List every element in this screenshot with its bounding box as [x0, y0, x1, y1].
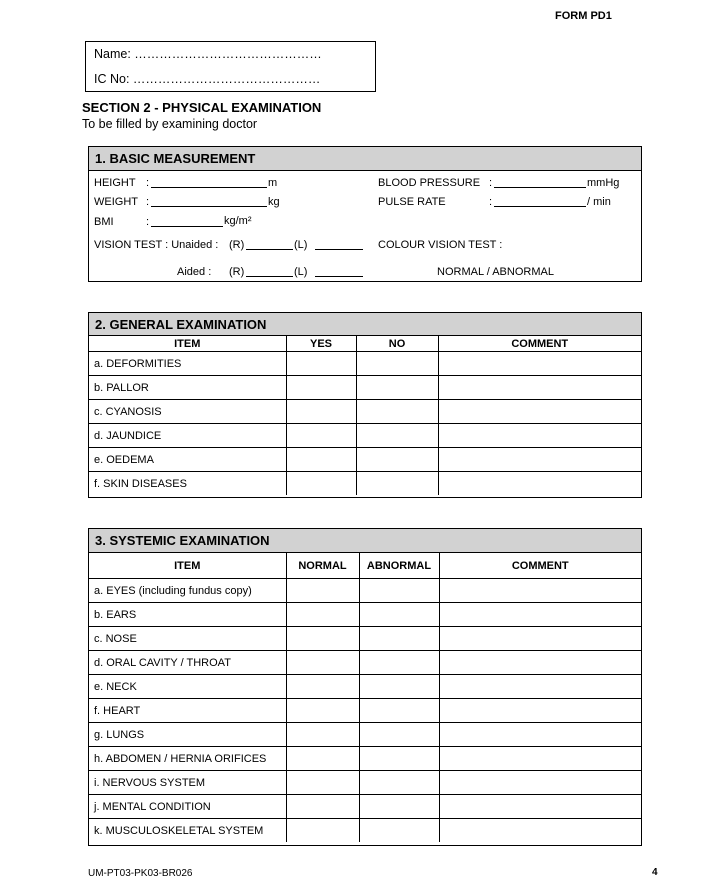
- comment-cell[interactable]: [439, 603, 641, 627]
- row-item: b. EARS: [89, 603, 286, 627]
- table-row: [89, 424, 641, 448]
- aided-right-field[interactable]: [246, 267, 293, 277]
- comment-cell[interactable]: [439, 795, 641, 819]
- row-item: d. JAUNDICE: [89, 424, 286, 448]
- abnormal-cell[interactable]: [359, 747, 439, 771]
- column-header-comment: COMMENT: [438, 336, 641, 352]
- comment-cell[interactable]: [438, 400, 641, 424]
- unaided-right-label: (R): [229, 239, 245, 251]
- form-code: FORM PD1: [555, 10, 612, 22]
- bmi-colon: :: [146, 216, 150, 228]
- table-row: [89, 771, 641, 795]
- column-header-item: ITEM: [89, 336, 286, 352]
- yes-cell[interactable]: [286, 400, 356, 424]
- unaided-left-field[interactable]: [315, 240, 363, 250]
- table-row: [89, 747, 641, 771]
- row-item: h. ABDOMEN / HERNIA ORIFICES: [89, 747, 286, 771]
- pulse-rate-unit: / min: [587, 196, 611, 208]
- normal-cell[interactable]: [286, 627, 359, 651]
- row-item: d. ORAL CAVITY / THROAT: [89, 651, 286, 675]
- identity-box: [85, 41, 376, 92]
- aided-left-label: (L): [294, 266, 308, 278]
- ic-number-field[interactable]: IC No: ………………………………………: [94, 72, 321, 86]
- systemic-examination-section: [88, 528, 642, 846]
- row-item: a. EYES (including fundus copy): [89, 579, 286, 603]
- abnormal-cell[interactable]: [359, 651, 439, 675]
- abnormal-cell[interactable]: [359, 771, 439, 795]
- yes-cell[interactable]: [286, 424, 356, 448]
- row-item: a. DEFORMITIES: [89, 352, 286, 376]
- normal-cell[interactable]: [286, 579, 359, 603]
- column-header-abnormal: ABNORMAL: [359, 553, 439, 579]
- no-cell[interactable]: [356, 400, 438, 424]
- comment-cell[interactable]: [439, 699, 641, 723]
- general-examination-section: [88, 312, 642, 498]
- yes-cell[interactable]: [286, 352, 356, 376]
- weight-label: WEIGHT: [94, 196, 138, 208]
- abnormal-cell[interactable]: [359, 627, 439, 651]
- blood-pressure-unit: mmHg: [587, 177, 620, 189]
- normal-cell[interactable]: [286, 723, 359, 747]
- no-cell[interactable]: [356, 448, 438, 472]
- normal-cell[interactable]: [286, 747, 359, 771]
- pulse-rate-field[interactable]: [494, 197, 586, 207]
- height-unit: m: [268, 177, 278, 189]
- row-item: i. NERVOUS SYSTEM: [89, 771, 286, 795]
- basic-measurement-title: 1. BASIC MEASUREMENT: [89, 147, 641, 171]
- table-row: [89, 352, 641, 376]
- table-row: [89, 627, 641, 651]
- comment-cell[interactable]: [438, 376, 641, 400]
- bmi-field[interactable]: [151, 217, 223, 227]
- general-examination-title: 2. GENERAL EXAMINATION: [89, 313, 641, 336]
- pulse-rate-colon: :: [489, 196, 493, 208]
- comment-cell[interactable]: [439, 771, 641, 795]
- table-header-row: [89, 553, 641, 579]
- row-item: j. MENTAL CONDITION: [89, 795, 286, 819]
- row-item: f. HEART: [89, 699, 286, 723]
- document-code: UM-PT03-PK03-BR026: [88, 868, 193, 879]
- row-item: c. CYANOSIS: [89, 400, 286, 424]
- row-item: b. PALLOR: [89, 376, 286, 400]
- height-label: HEIGHT: [94, 177, 136, 189]
- abnormal-cell[interactable]: [359, 723, 439, 747]
- table-row: [89, 448, 641, 472]
- colour-vision-label: COLOUR VISION TEST :: [378, 239, 503, 251]
- row-item: k. MUSCULOSKELETAL SYSTEM: [89, 819, 286, 843]
- height-field[interactable]: [151, 178, 267, 188]
- abnormal-cell[interactable]: [359, 819, 439, 843]
- table-row: [89, 376, 641, 400]
- row-item: e. NECK: [89, 675, 286, 699]
- no-cell[interactable]: [356, 424, 438, 448]
- abnormal-cell[interactable]: [359, 795, 439, 819]
- table-row: [89, 472, 641, 496]
- vision-test-label: VISION TEST : Unaided :: [94, 239, 219, 251]
- row-item: c. NOSE: [89, 627, 286, 651]
- normal-cell[interactable]: [286, 699, 359, 723]
- comment-cell[interactable]: [438, 448, 641, 472]
- bmi-unit: kg/m²: [224, 215, 252, 227]
- yes-cell[interactable]: [286, 448, 356, 472]
- blood-pressure-colon: :: [489, 177, 493, 189]
- no-cell[interactable]: [356, 472, 438, 496]
- no-cell[interactable]: [356, 376, 438, 400]
- comment-cell[interactable]: [438, 352, 641, 376]
- aided-right-label: (R): [229, 266, 245, 278]
- normal-abnormal-option[interactable]: NORMAL / ABNORMAL: [437, 266, 554, 278]
- normal-cell[interactable]: [286, 795, 359, 819]
- column-header-no: NO: [356, 336, 438, 352]
- normal-cell[interactable]: [286, 603, 359, 627]
- general-examination-table: [89, 336, 641, 495]
- page-number: 4: [652, 867, 658, 878]
- normal-cell[interactable]: [286, 771, 359, 795]
- table-row: [89, 651, 641, 675]
- aided-label: Aided :: [177, 266, 212, 278]
- yes-cell[interactable]: [286, 472, 356, 496]
- systemic-examination-title: 3. SYSTEMIC EXAMINATION: [89, 529, 641, 553]
- weight-colon: :: [146, 196, 150, 208]
- aided-left-field[interactable]: [315, 267, 363, 277]
- unaided-left-label: (L): [294, 239, 308, 251]
- name-field[interactable]: Name: ………………………………………: [94, 47, 322, 61]
- basic-measurement-section: [88, 146, 642, 282]
- comment-cell[interactable]: [438, 424, 641, 448]
- bmi-label: BMI: [94, 216, 114, 228]
- comment-cell[interactable]: [438, 472, 641, 496]
- abnormal-cell[interactable]: [359, 603, 439, 627]
- unaided-right-field[interactable]: [246, 240, 293, 250]
- comment-cell[interactable]: [439, 651, 641, 675]
- table-row: [89, 675, 641, 699]
- no-cell[interactable]: [356, 352, 438, 376]
- row-item: f. SKIN DISEASES: [89, 472, 286, 496]
- abnormal-cell[interactable]: [359, 675, 439, 699]
- row-item: g. LUNGS: [89, 723, 286, 747]
- comment-cell[interactable]: [439, 675, 641, 699]
- table-row: [89, 400, 641, 424]
- section-subtitle: To be filled by examining doctor: [82, 117, 258, 131]
- table-row: [89, 723, 641, 747]
- column-header-comment: COMMENT: [439, 553, 641, 579]
- table-row: [89, 795, 641, 819]
- comment-cell[interactable]: [439, 819, 641, 843]
- table-row: [89, 699, 641, 723]
- column-header-item: ITEM: [89, 553, 286, 579]
- blood-pressure-field[interactable]: [494, 178, 586, 188]
- weight-unit: kg: [268, 196, 280, 208]
- abnormal-cell[interactable]: [359, 579, 439, 603]
- blood-pressure-label: BLOOD PRESSURE: [378, 177, 481, 189]
- height-colon: :: [146, 177, 150, 189]
- comment-cell[interactable]: [439, 723, 641, 747]
- section-title: SECTION 2 - PHYSICAL EXAMINATION: [82, 100, 322, 115]
- comment-cell[interactable]: [439, 627, 641, 651]
- systemic-examination-table: [89, 553, 641, 842]
- yes-cell[interactable]: [286, 376, 356, 400]
- normal-cell[interactable]: [286, 819, 359, 843]
- comment-cell[interactable]: [439, 747, 641, 771]
- normal-cell[interactable]: [286, 651, 359, 675]
- pulse-rate-label: PULSE RATE: [378, 196, 446, 208]
- weight-field[interactable]: [151, 197, 267, 207]
- column-header-yes: YES: [286, 336, 356, 352]
- table-header-row: [89, 336, 641, 352]
- comment-cell[interactable]: [439, 579, 641, 603]
- normal-cell[interactable]: [286, 675, 359, 699]
- table-row: [89, 603, 641, 627]
- table-row: [89, 579, 641, 603]
- row-item: e. OEDEMA: [89, 448, 286, 472]
- abnormal-cell[interactable]: [359, 699, 439, 723]
- column-header-normal: NORMAL: [286, 553, 359, 579]
- table-row: [89, 819, 641, 843]
